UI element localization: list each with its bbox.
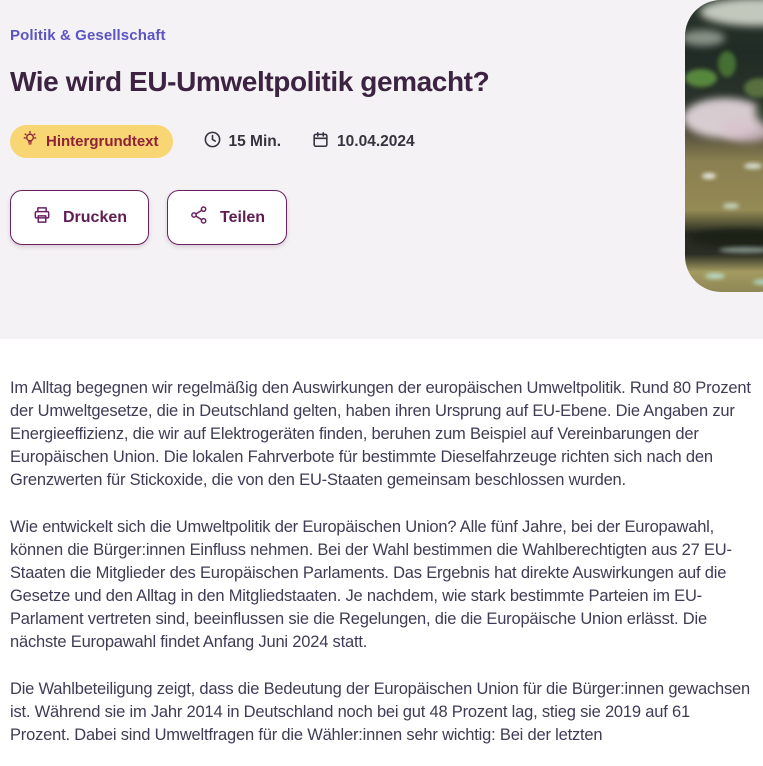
calendar-icon: [311, 130, 330, 154]
publish-date: [311, 130, 415, 154]
article-type-badge: [10, 125, 173, 158]
clock-icon: [203, 130, 222, 154]
hero-satellite-image: [685, 0, 763, 292]
lightbulb-icon: [21, 130, 39, 152]
share-icon: [189, 205, 209, 230]
share-button-label: Teilen: [220, 208, 266, 226]
paragraph-1: Im Alltag begegnen wir regelmäßig den Auswirkungen der europäischen Umweltpolitik. Rund 80 Prozent der Umweltgesetze, die in Deutschland gelten, haben ihren Ursprung auf EU-Ebene. Die Angaben zur Energieeffizienz, die wir auf Elektrogeräten finden, beruhen zum Beispiel auf Vereinbarungen der Europäischen Union. Die lokalen Fahrverbote für bestimmte Dieselfahrzeuge richten sich nach den Grenzwerten für Stickoxide, die von den EU-Staaten gemeinsam beschlossen wurden.: [10, 379, 751, 489]
publish-date-label: 10.04.2024: [337, 132, 415, 150]
article-header: [0, 0, 763, 339]
page-title: Wie wird EU-Umweltpolitik gemacht?: [10, 66, 490, 97]
printer-icon: [32, 205, 52, 230]
category-link[interactable]: Politik & Gesellschaft: [10, 27, 166, 44]
article-body: [0, 339, 763, 747]
actions-row: [10, 190, 763, 245]
reading-time-label: 15 Min.: [228, 132, 282, 150]
meta-row: [10, 125, 763, 158]
paragraph-3: Die Wahlbeteiligung zeigt, dass die Bedeutung der Europäischen Union für die Bürger:innen gewachsen ist. Während sie im Jahr 2014 in Deutschland noch bei gut 48 Prozent lag, stieg sie 2019 auf 61 Prozent. Dabei sind Umweltfragen für die Wähler:innen sehr wichtig: Bei der letzten: [10, 680, 750, 744]
badge-label: Hintergrundtext: [46, 132, 159, 150]
paragraph-2: Wie entwickelt sich die Umweltpolitik der Europäischen Union? Alle fünf Jahre, bei der Europawahl, können die Bürger:innen Einfluss nehmen. Bei der Wahl bestimmen die Wahlberechtigten aus 27 EU-Staaten die Mitglieder des Europäischen Parlaments. Das Ergebnis hat direkte Auswirkungen auf die Gesetze und den Alltag in den Mitgliedstaaten. Je nachdem, wie stark bestimmte Parteien im EU-Parlament vertreten sind, beeinflussen sie die Regelungen, die die Europäische Union erlässt. Die nächste Europawahl findet Anfang Juni 2024 statt.: [10, 518, 732, 651]
print-button-label: Drucken: [63, 208, 128, 226]
share-button[interactable]: [167, 190, 287, 245]
print-button[interactable]: [10, 190, 149, 245]
reading-time: [203, 130, 282, 154]
